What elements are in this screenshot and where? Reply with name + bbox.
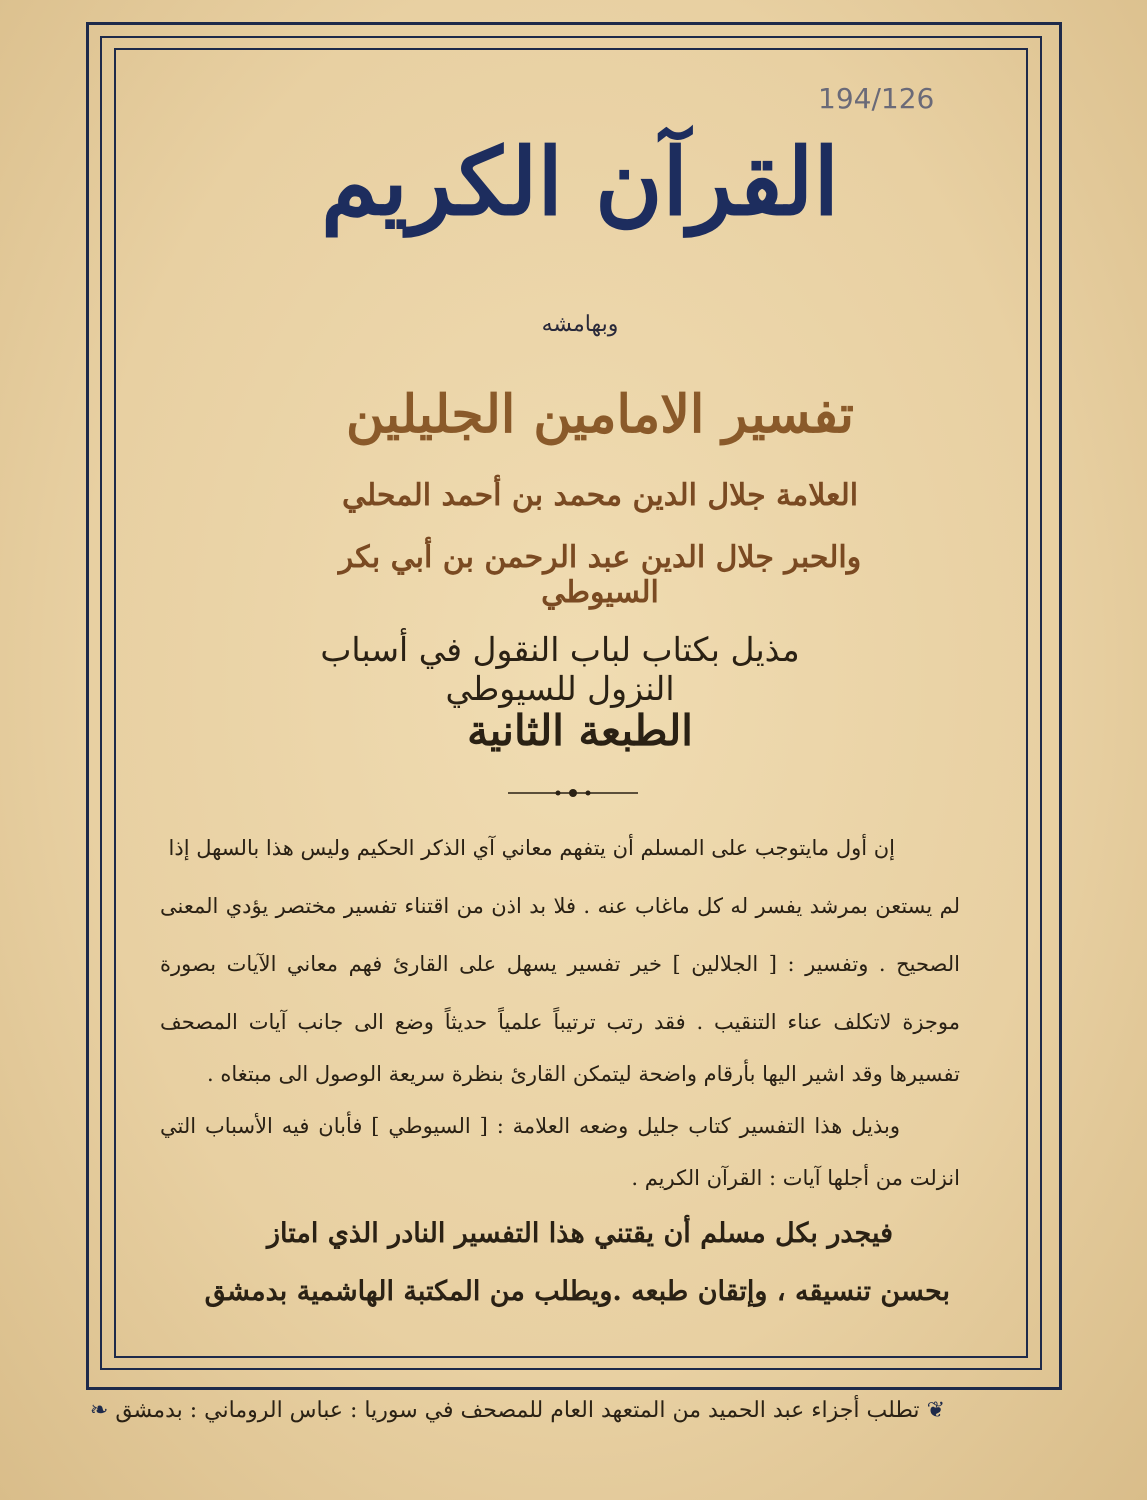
flourish-icon: ❧ — [89, 1398, 109, 1423]
body-line: إن أول مايتوجب على المسلم أن يتفهم معاني آي الذكر الحكيم وليس هذا بالسهل إذا — [168, 836, 895, 860]
subtitle: وبهامشه — [541, 312, 619, 337]
body-line: موجزة لاتكلف عناء التنقيب . فقد رتب ترتيباً علمياً حديثاً وضع الى جانب آيات المصحف — [160, 1010, 960, 1034]
footer-text: تطلب أجزاء عبد الحميد من المتعهد العام للمصحف في سوريا : عباس الروماني : بدمشق — [115, 1398, 920, 1423]
body-line: الصحيح . وتفسير : [ الجلالين ] خير تفسير يسهل على القارئ فهم معاني الآيات بصورة — [160, 952, 960, 976]
body-line: وبذيل هذا التفسير كتاب جليل وضعه العلامة : [ السيوطي ] فأبان فيه الأسباب التي — [160, 1114, 900, 1138]
body-line: لم يستعن بمرشد يفسر له كل ماغاب عنه . فلا بد اذن من اقتناء تفسير مختصر يؤدي المعنى — [160, 894, 960, 918]
footer-note — [89, 1398, 945, 1423]
closing-line-2: بحسن تنسيقه ، وإتقان طبعه .ويطلب من المكتبة الهاشمية بدمشق — [204, 1276, 950, 1307]
tafsir-title: تفسير الامامين الجليلين — [346, 384, 854, 445]
author-line-1: العلامة جلال الدين محمد بن أحمد المحلي — [341, 478, 859, 513]
body-line: انزلت من أجلها آيات : القرآن الكريم . — [631, 1166, 960, 1190]
main-title: القرآن الكريم — [320, 128, 840, 236]
catalog-number: 194/126 — [818, 82, 935, 115]
appended-book-line: مذيل بكتاب لباب النقول في أسباب النزول للسيوطي — [320, 630, 800, 708]
author-line-2: والحبر جلال الدين عبد الرحمن بن أبي بكر السيوطي — [338, 540, 862, 610]
closing-line-1: فيجدر بكل مسلم أن يقتني هذا التفسير النادر الذي امتاز — [266, 1218, 894, 1249]
divider-ornament-icon — [508, 786, 638, 800]
flourish-icon: ❦ — [926, 1398, 945, 1423]
edition-label: الطبعة الثانية — [467, 706, 693, 755]
body-line: تفسيرها وقد اشير اليها بأرقام واضحة ليتمكن القارئ بنظرة سريعة الوصول الى مبتغاه . — [207, 1062, 960, 1086]
